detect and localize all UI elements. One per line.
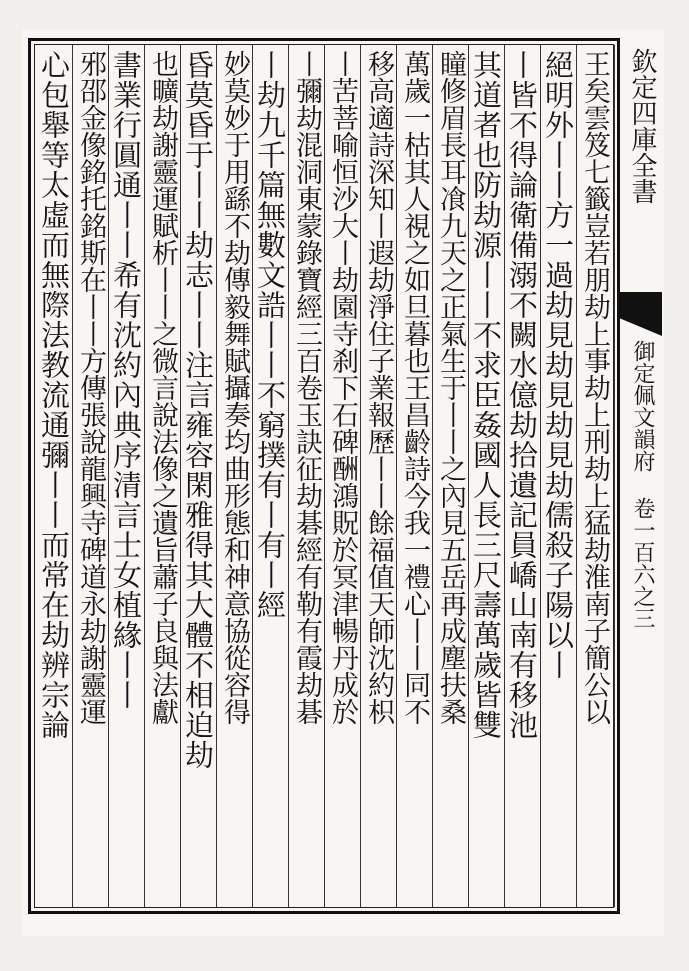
section-column	[622, 340, 662, 900]
column-rule	[504, 45, 505, 907]
column-rule	[468, 45, 469, 907]
text-column: 丨彌劫混洞東蒙錄寶經三百卷玉訣征劫碁經有勒有霞劫碁	[291, 50, 322, 725]
column-rule	[252, 45, 253, 907]
text-column: 昏莫昏于丨丨劫志丨丨注言雍容閑雅得其大體不相迫劫	[181, 50, 215, 770]
text-column: 也曠劫謝靈運賦析丨丨之微言說法像之遺旨蕭子良與法獻	[147, 50, 178, 725]
column-rule	[216, 45, 217, 907]
text-column: 邪邵金像銘托銘斯在丨丨方傳張說龍興寺碑道永劫謝靈運	[75, 50, 106, 725]
text-column: 丨苦菩喻恒沙大丨劫園寺刹下石碑酬鴻貺於冥津暢丹成於	[327, 50, 358, 725]
text-column: 妙莫妙于用繇不劫傳毅舞賦攝奏均曲形態和神意協從容得	[219, 50, 250, 725]
column-rule	[324, 45, 325, 907]
column-rule	[360, 45, 361, 907]
book-title: 欽定四庫全書	[627, 48, 657, 204]
text-column: 丨劫九千篇無數文誥丨丨不窮撲有丨有丨經	[253, 50, 287, 620]
text-column: 書業行圓通丨丨希有沈約內典序清言士女植緣丨丨	[109, 50, 143, 710]
text-column: 王矣雲笈七籤豈若朋劫上事劫上刑劫上猛劫淮南子簡公以	[579, 50, 610, 725]
column-rule	[432, 45, 433, 907]
section-label: 御定佩文韻府 卷一百六之三	[630, 340, 655, 629]
text-column: 心包舉等太虛而無際法教流通彌丨丨而常在劫辨宗論	[37, 50, 71, 740]
text-column: 瞳修眉長耳飡九天之正氣生于丨丨之內見五岳再成塵扶桑	[435, 50, 466, 725]
text-column: 萬歲一枯其人視之如旦暮也王昌齡詩今我一禮心丨丨同不	[399, 50, 430, 725]
column-rule	[108, 45, 109, 907]
column-rule	[72, 45, 73, 907]
column-rule	[396, 45, 397, 907]
column-rule	[144, 45, 145, 907]
text-column: 移高適詩深知丨遐劫淨住子業報歷丨丨餘福值天師沈約枳	[363, 50, 394, 725]
text-column: 絕明外丨丨方一過劫見劫見劫見劫儒殺子陽以丨	[541, 50, 575, 680]
column-rule	[540, 45, 541, 907]
text-column: 丨皆不得論衛備溺不闕水億劫拾遺記員嶠山南有移池	[505, 50, 539, 740]
column-rule	[180, 45, 181, 907]
column-rule	[576, 45, 577, 907]
text-column: 其道者也防劫源丨丨不求臣姦國人長三尺壽萬歲皆雙	[469, 50, 503, 740]
column-rule	[288, 45, 289, 907]
